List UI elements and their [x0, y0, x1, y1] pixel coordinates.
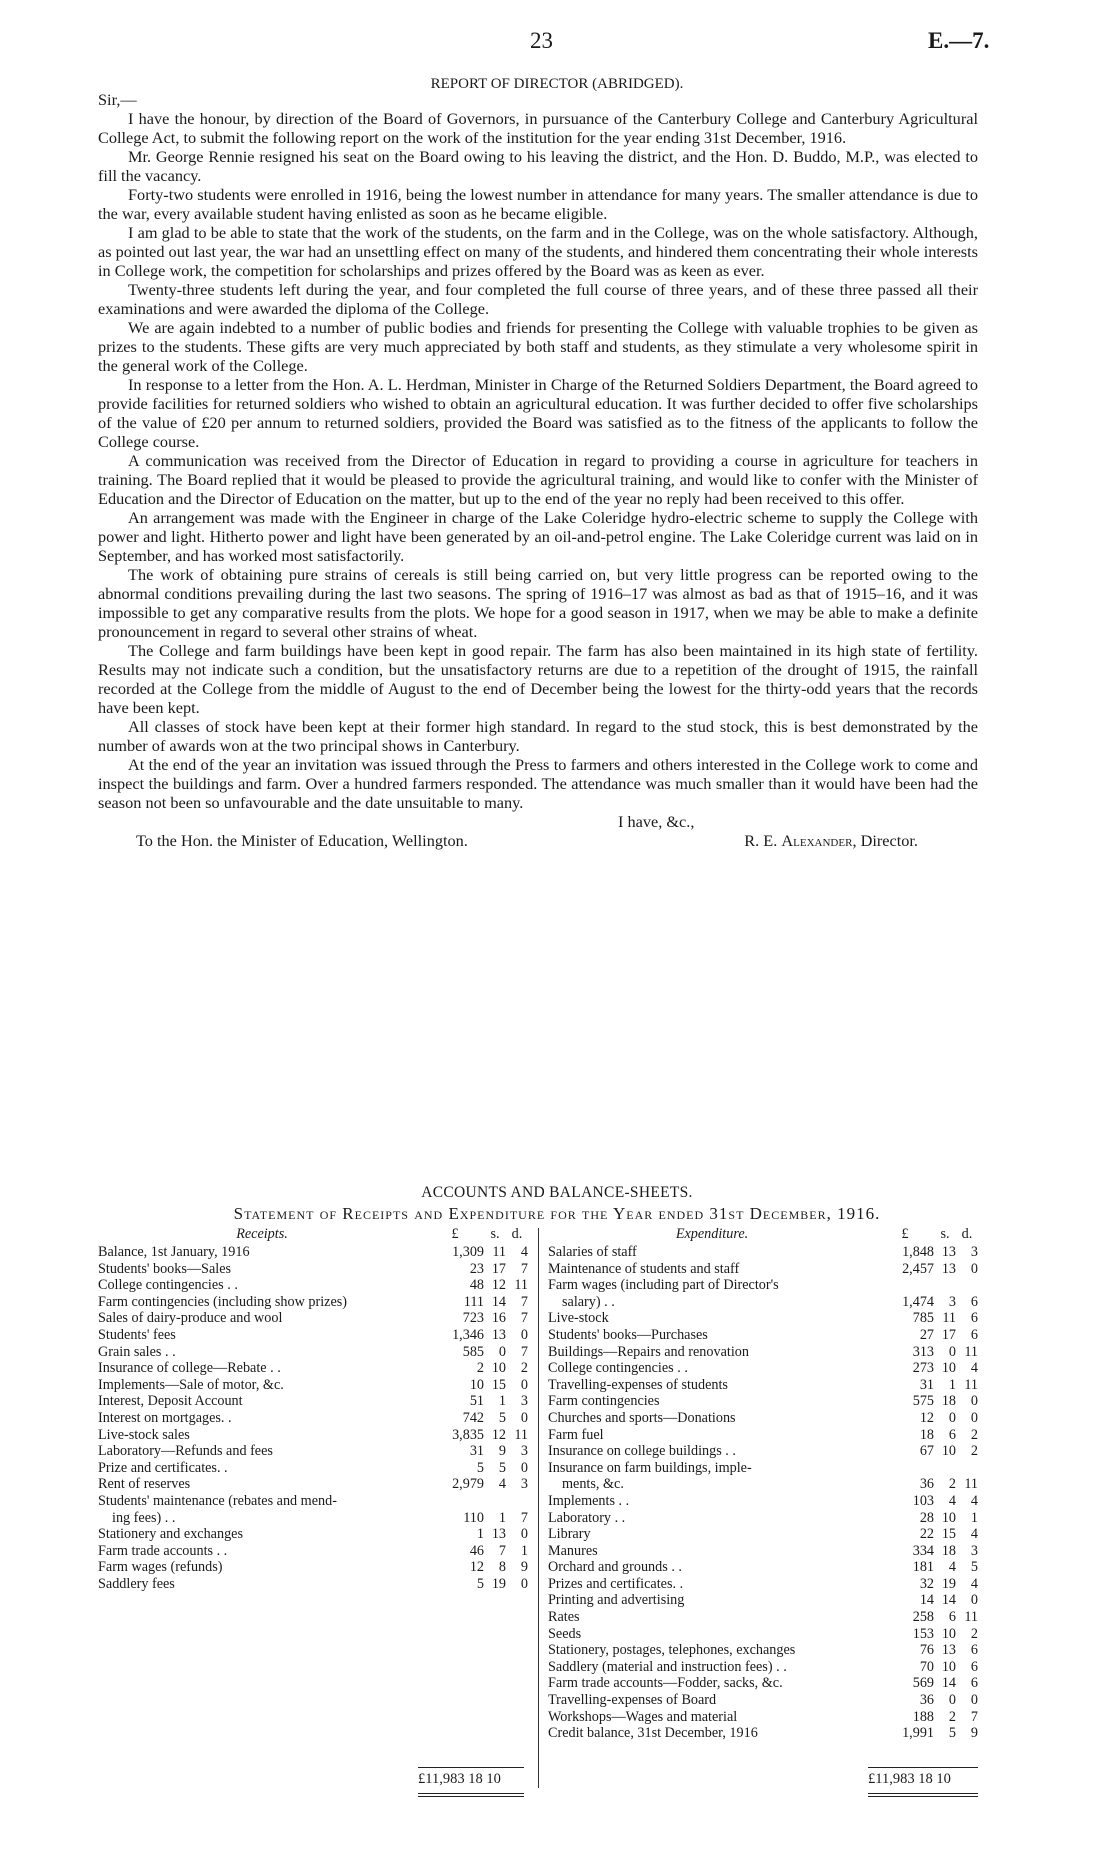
expenditure-pounds: 76 [919, 1642, 934, 1659]
expenditure-row [548, 1725, 978, 1742]
receipts-pounds: 3,835 [452, 1426, 484, 1443]
expenditure-pence: 6 [970, 1310, 978, 1327]
expenditure-pence: 2 [970, 1426, 978, 1443]
expenditure-item-label: Orchard and grounds . . [548, 1559, 682, 1576]
receipts-pence: 9 [520, 1559, 528, 1576]
receipts-shillings: 8 [498, 1559, 506, 1576]
receipts-row [98, 1244, 528, 1261]
expenditure-pounds: 27 [919, 1326, 934, 1343]
page-header [0, 28, 1114, 58]
receipts-pounds: 1,346 [452, 1326, 484, 1343]
expenditure-row [548, 1277, 978, 1294]
expenditure-row [548, 1476, 978, 1493]
expenditure-row [548, 1526, 978, 1543]
receipts-header [98, 1226, 528, 1244]
receipts-row [98, 1393, 528, 1410]
receipts-pounds: 2,979 [452, 1476, 484, 1493]
expenditure-pence: 9 [970, 1725, 978, 1742]
expenditure-pounds: 1,474 [902, 1293, 934, 1310]
expenditure-item-label: Credit balance, 31st December, 1916 [548, 1725, 758, 1742]
expenditure-pence: 4 [970, 1575, 978, 1592]
report-paragraph: We are again indebted to a number of public bodies and friends for presenting the College with valuable trophies to be given as prizes to the students. These gifts are very much appreciated by both staff and students, as they stimulate a very wholesome spirit in the general work of the College. [98, 318, 978, 375]
expenditure-pounds: 36 [919, 1692, 934, 1709]
receipts-heading: Receipts. [236, 1226, 288, 1242]
expenditure-pounds: 1,991 [902, 1725, 934, 1742]
expenditure-pounds: 569 [912, 1675, 934, 1692]
closing: I have, &c., [618, 812, 695, 831]
signatory [744, 831, 918, 850]
expenditure-pence: 4 [970, 1492, 978, 1509]
receipts-row [98, 1559, 528, 1576]
expenditure-row [548, 1360, 978, 1377]
expenditure-row [548, 1609, 978, 1626]
receipts-pence: 3 [520, 1443, 528, 1460]
receipts-pence: 3 [520, 1476, 528, 1493]
signature-line [98, 831, 978, 850]
column-divider [538, 1228, 539, 1788]
expenditure-shillings: 10 [941, 1658, 956, 1675]
expenditure-item-label: Implements . . [548, 1492, 630, 1509]
signatory-name: Alexander [781, 831, 853, 850]
receipts-pounds: 5 [476, 1575, 484, 1592]
expenditure-shillings: 0 [948, 1343, 956, 1360]
expenditure-shillings: 11 [942, 1310, 956, 1327]
expenditure-row [548, 1559, 978, 1576]
expenditure-shillings: 18 [941, 1393, 956, 1410]
receipts-pounds: 742 [462, 1409, 484, 1426]
expenditure-shillings: 10 [941, 1443, 956, 1460]
pounds-header: £ [451, 1226, 459, 1242]
expenditure-pence: 11 [964, 1343, 978, 1360]
expenditure-row [548, 1244, 978, 1261]
accounts-title: ACCOUNTS AND BALANCE-SHEETS. [421, 1184, 693, 1201]
receipts-pence: 7 [520, 1509, 528, 1526]
receipts-shillings: 4 [498, 1476, 506, 1493]
expenditure-item-label: Farm trade accounts—Fodder, sacks, &c. [548, 1675, 783, 1692]
receipts-pence: 0 [520, 1575, 528, 1592]
expenditure-item-label: Travelling-expenses of students [548, 1376, 728, 1393]
expenditure-total-rule-bottom-2 [868, 1796, 978, 1797]
expenditure-row [548, 1592, 978, 1609]
expenditure-pounds: 14 [919, 1592, 934, 1609]
expenditure-shillings: 10 [941, 1360, 956, 1377]
receipts-row [98, 1410, 528, 1427]
expenditure-item-label: Farm fuel [548, 1426, 604, 1443]
expenditure-item-label: Travelling-expenses of Board [548, 1692, 717, 1709]
receipts-item-label: College contingencies . . [98, 1277, 238, 1294]
expenditure-item-label: salary) . . [562, 1293, 615, 1310]
receipts-pounds: 48 [469, 1277, 484, 1294]
receipts-row [98, 1344, 528, 1361]
expenditure-pence: 2 [970, 1625, 978, 1642]
receipts-pence: 7 [520, 1260, 528, 1277]
expenditure-pence: 0 [970, 1409, 978, 1426]
receipts-pence: 7 [520, 1310, 528, 1327]
expenditure-rows [548, 1244, 978, 1742]
addressee: To the Hon. the Minister of Education, Wellington. [136, 831, 468, 850]
receipts-row [98, 1460, 528, 1477]
expenditure-item-label: Saddlery (material and instruction fees) . . [548, 1658, 787, 1675]
expenditure-pence: 6 [970, 1293, 978, 1310]
receipts-row [98, 1277, 528, 1294]
expenditure-column [548, 1226, 978, 1742]
receipts-pounds: 585 [462, 1343, 484, 1360]
receipts-shillings: 13 [491, 1526, 506, 1543]
expenditure-item-label: Salaries of staff [548, 1244, 637, 1260]
expenditure-row [548, 1543, 978, 1560]
receipts-row [98, 1294, 528, 1311]
receipts-total-rule-bottom-2 [418, 1796, 524, 1797]
expenditure-item-label: Laboratory . . [548, 1509, 626, 1526]
receipts-pence: 7 [520, 1343, 528, 1360]
page-number: 23 [530, 28, 553, 53]
expenditure-shillings: 6 [948, 1609, 956, 1626]
expenditure-pounds: 2,457 [902, 1260, 934, 1277]
expenditure-item-label: Farm wages (including part of Director's [548, 1277, 779, 1294]
expenditure-shillings: 13 [941, 1260, 956, 1277]
expenditure-pounds: 334 [912, 1542, 934, 1559]
receipts-row [98, 1543, 528, 1560]
receipts-item-label: Grain sales . . [98, 1343, 176, 1360]
expenditure-pence: 6 [970, 1658, 978, 1675]
receipts-pounds: 110 [463, 1509, 484, 1526]
receipts-shillings: 5 [498, 1459, 506, 1476]
expenditure-item-label: Prizes and certificates. . [548, 1575, 684, 1592]
report-paragraph: The College and farm buildings have been kept in good repair. The farm has also been maintained in its high state of fertility. Results may not indicate such a condition, but the unsatisfactory returns are due to a repetition of the drought of 1915, the rainfall recorded at the College from the middle of August to the end of December being the lowest for the thirty-odd years that the records have been kept. [98, 641, 978, 717]
expenditure-row [548, 1692, 978, 1709]
expenditure-item-label: Buildings—Repairs and renovation [548, 1343, 749, 1360]
expenditure-pence: 3 [970, 1244, 978, 1260]
receipts-item-label: ing fees) . . [112, 1509, 176, 1526]
receipts-shillings: 10 [491, 1360, 506, 1377]
expenditure-pounds: 18 [919, 1426, 934, 1443]
expenditure-pounds: 12 [919, 1409, 934, 1426]
expenditure-row [548, 1675, 978, 1692]
expenditure-item-label: Insurance on farm buildings, imple- [548, 1459, 752, 1476]
report-paragraph: Mr. George Rennie resigned his seat on the Board owing to his leaving the district, and the Hon. D. Buddo, M.P., was elected to fill the vacancy. [98, 147, 978, 185]
expenditure-row [548, 1410, 978, 1427]
pence-header: d. [961, 1226, 973, 1242]
expenditure-row [548, 1709, 978, 1726]
expenditure-pounds: 313 [912, 1343, 934, 1360]
expenditure-heading: Expenditure. [675, 1226, 749, 1242]
expenditure-item-label: Farm contingencies [548, 1393, 660, 1410]
receipts-row [98, 1493, 528, 1510]
expenditure-pence: 11 [964, 1376, 978, 1393]
receipts-item-label: Interest, Deposit Account [98, 1393, 243, 1410]
expenditure-item-label: Printing and advertising [548, 1592, 685, 1609]
receipts-shillings: 1 [498, 1509, 506, 1526]
expenditure-row [548, 1659, 978, 1676]
receipts-pence: 0 [520, 1409, 528, 1426]
expenditure-row [548, 1626, 978, 1643]
expenditure-item-label: Maintenance of students and staff [548, 1260, 740, 1277]
receipts-pence: 0 [520, 1459, 528, 1476]
expenditure-pounds: 28 [919, 1509, 934, 1526]
expenditure-pounds: 103 [912, 1492, 934, 1509]
expenditure-row [548, 1460, 978, 1477]
expenditure-pence: 0 [970, 1393, 978, 1410]
receipts-item-label: Balance, 1st January, 1916 [98, 1244, 250, 1260]
receipts-shillings: 14 [491, 1293, 506, 1310]
receipts-pence: 0 [520, 1526, 528, 1543]
expenditure-row [548, 1427, 978, 1444]
expenditure-pence: 5 [970, 1559, 978, 1576]
expenditure-pounds: 32 [919, 1575, 934, 1592]
receipts-row [98, 1261, 528, 1278]
pounds-header: £ [901, 1226, 909, 1242]
expenditure-item-label: Workshops—Wages and material [548, 1708, 738, 1725]
expenditure-pence: 6 [970, 1326, 978, 1343]
shillings-header: s. [940, 1226, 950, 1242]
expenditure-row [548, 1310, 978, 1327]
expenditure-shillings: 2 [948, 1708, 956, 1725]
receipts-pounds: 23 [469, 1260, 484, 1277]
receipts-pounds: 10 [469, 1376, 484, 1393]
expenditure-shillings: 13 [941, 1244, 956, 1260]
expenditure-row [548, 1443, 978, 1460]
expenditure-pounds: 258 [912, 1609, 934, 1626]
receipts-item-label: Insurance of college—Rebate . . [98, 1360, 281, 1377]
report-paragraph: All classes of stock have been kept at their former high standard. In regard to the stud stock, this is best demonstrated by the number of awards won at the two principal shows in Canterbury. [98, 717, 978, 755]
receipts-shillings: 1 [498, 1393, 506, 1410]
receipts-pounds: 5 [476, 1459, 484, 1476]
expenditure-shillings: 17 [941, 1326, 956, 1343]
expenditure-pence: 3 [970, 1542, 978, 1559]
receipts-pence: 2 [520, 1360, 528, 1377]
expenditure-item-label: Live-stock [548, 1310, 609, 1327]
expenditure-shillings: 5 [948, 1725, 956, 1742]
statement-title: Statement of Receipts and Expenditure for the Year ended 31st December, 1916. [233, 1204, 881, 1223]
report-paragraph: A communication was received from the Director of Education in regard to providing a course in agriculture for teachers in training. The Board replied that it would be pleased to provide the agricultural training, and would like to confer with the Minister of Education and the Director of Education on the matter, but up to the end of the year no reply had been received to this offer. [98, 451, 978, 508]
expenditure-pounds: 1,848 [902, 1244, 934, 1260]
report-paragraph: Twenty-three students left during the year, and four completed the full course of three years, and of these three passed all their examinations and were awarded the diploma of the College. [98, 280, 978, 318]
expenditure-total-rule-top [868, 1767, 978, 1768]
receipts-item-label: Farm wages (refunds) [98, 1559, 223, 1576]
receipts-item-label: Live-stock sales [98, 1426, 190, 1443]
receipts-pounds: 723 [462, 1310, 484, 1327]
receipts-pence: 0 [520, 1326, 528, 1343]
expenditure-row [548, 1576, 978, 1593]
receipts-pence: 7 [520, 1293, 528, 1310]
receipts-row [98, 1476, 528, 1493]
receipts-shillings: 9 [498, 1443, 506, 1460]
expenditure-item-label: Seeds [548, 1625, 582, 1642]
expenditure-pounds: 22 [919, 1526, 934, 1543]
report-paragraph: At the end of the year an invitation was issued through the Press to farmers and others interested in the College work to come and inspect the buildings and farm. Over a hundred farmers responded. The attendance was much smaller than it would have been had the season not been so unfavourable and the date unsuitable to many. [98, 755, 978, 812]
receipts-row [98, 1360, 528, 1377]
receipts-rows [98, 1244, 528, 1592]
expenditure-shillings: 10 [941, 1509, 956, 1526]
receipts-row [98, 1576, 528, 1593]
expenditure-item-label: Rates [548, 1609, 580, 1626]
expenditure-pounds: 67 [919, 1443, 934, 1460]
report-paragraph: Forty-two students were enrolled in 1916, being the lowest number in attendance for many years. The smaller attendance is due to the war, every available student having enlisted as soon as he became eligible. [98, 185, 978, 223]
expenditure-shillings: 15 [941, 1526, 956, 1543]
expenditure-pence: 11 [964, 1476, 978, 1493]
expenditure-shillings: 3 [948, 1293, 956, 1310]
report-paragraphs [98, 109, 978, 812]
receipts-shillings: 12 [491, 1277, 506, 1294]
report-paragraph: In response to a letter from the Hon. A. L. Herdman, Minister in Charge of the Returned Soldiers Department, the Board agreed to provide facilities for returned soldiers who wished to obtain an agricultural education. It was further decided to offer five scholarships of the value of £20 per annum to returned soldiers, provided the Board was satisfied as to the fitness of the applicants to follow the College course. [98, 375, 978, 451]
receipts-row [98, 1510, 528, 1527]
receipts-pence: 3 [520, 1393, 528, 1410]
expenditure-shillings: 14 [941, 1675, 956, 1692]
receipts-row [98, 1310, 528, 1327]
receipts-pounds: 2 [476, 1360, 484, 1377]
signatory-initials: R. E. [744, 831, 778, 850]
expenditure-shillings: 10 [941, 1625, 956, 1642]
expenditure-pence: 2 [970, 1443, 978, 1460]
receipts-shillings: 11 [492, 1244, 506, 1260]
expenditure-shillings: 4 [948, 1492, 956, 1509]
expenditure-row [548, 1642, 978, 1659]
receipts-column [98, 1226, 528, 1592]
expenditure-shillings: 19 [941, 1575, 956, 1592]
expenditure-pence: 4 [970, 1526, 978, 1543]
expenditure-header [548, 1226, 978, 1244]
receipts-item-label: Implements—Sale of motor, &c. [98, 1376, 284, 1393]
receipts-item-label: Laboratory—Refunds and fees [98, 1443, 273, 1460]
receipts-item-label: Rent of reserves [98, 1476, 191, 1493]
receipts-item-label: Prize and certificates. . [98, 1459, 228, 1476]
receipts-pounds: 1 [476, 1526, 484, 1543]
expenditure-pence: 6 [970, 1642, 978, 1659]
report-body [98, 90, 978, 850]
receipts-row [98, 1526, 528, 1543]
expenditure-pence: 0 [970, 1260, 978, 1277]
expenditure-row [548, 1294, 978, 1311]
receipts-pence: 11 [514, 1426, 528, 1443]
receipts-item-label: Interest on mortgages. . [98, 1409, 232, 1426]
receipts-shillings: 5 [498, 1409, 506, 1426]
expenditure-pounds: 188 [912, 1708, 934, 1725]
expenditure-shillings: 4 [948, 1559, 956, 1576]
expenditure-pounds: 785 [912, 1310, 934, 1327]
expenditure-row [548, 1510, 978, 1527]
receipts-pence: 0 [520, 1376, 528, 1393]
receipts-pence: 4 [520, 1244, 528, 1260]
receipts-pounds: 31 [469, 1443, 484, 1460]
receipts-shillings: 16 [491, 1310, 506, 1327]
receipts-item-label: Farm trade accounts . . [98, 1542, 228, 1559]
report-title: REPORT OF DIRECTOR (ABRIDGED). [430, 76, 684, 92]
receipts-total: £11,983 18 10 [418, 1771, 501, 1787]
expenditure-shillings: 13 [941, 1642, 956, 1659]
receipts-total-rule-bottom [418, 1793, 524, 1794]
receipts-row [98, 1377, 528, 1394]
expenditure-item-label: Library [548, 1526, 591, 1543]
expenditure-pounds: 273 [912, 1360, 934, 1377]
receipts-item-label: Students' books—Sales [98, 1260, 232, 1277]
expenditure-row [548, 1344, 978, 1361]
receipts-item-label: Students' fees [98, 1326, 176, 1343]
salutation: Sir,— [98, 90, 137, 109]
expenditure-item-label: Insurance on college buildings . . [548, 1443, 736, 1460]
receipts-row [98, 1327, 528, 1344]
signatory-title: , Director. [852, 831, 918, 850]
receipts-item-label: Sales of dairy-produce and wool [98, 1310, 283, 1327]
receipts-item-label: Farm contingencies (including show prizes) [98, 1293, 348, 1310]
expenditure-pounds: 181 [912, 1559, 934, 1576]
expenditure-pence: 0 [970, 1692, 978, 1709]
report-paragraph: I have the honour, by direction of the Board of Governors, in pursuance of the Canterbury College and Canterbury Agricultural College Act, to submit the following report on the work of the institution for the year ending 31st December, 1916. [98, 109, 978, 147]
expenditure-total: £11,983 18 10 [868, 1771, 951, 1787]
receipts-shillings: 7 [498, 1542, 506, 1559]
receipts-item-label: Students' maintenance (rebates and mend- [98, 1492, 337, 1509]
receipts-pounds: 1,309 [452, 1244, 484, 1260]
shillings-header: s. [490, 1226, 500, 1242]
report-paragraph: I am glad to be able to state that the work of the students, on the farm and in the College, was on the whole satisfactory. Although, as pointed out last year, the war had an unsettling effect on many of the students, and hindered them concentrating their whole interests in College work, the competition for scholarships and prizes offered by the Board was as keen as ever. [98, 223, 978, 280]
receipts-shillings: 15 [491, 1376, 506, 1393]
receipts-pence: 1 [520, 1542, 528, 1559]
receipts-item-label: Stationery and exchanges [98, 1526, 243, 1543]
expenditure-pounds: 575 [912, 1393, 934, 1410]
expenditure-item-label: ments, &c. [562, 1476, 624, 1493]
receipts-pounds: 111 [463, 1293, 484, 1310]
expenditure-item-label: Stationery, postages, telephones, exchanges [548, 1642, 796, 1659]
expenditure-shillings: 6 [948, 1426, 956, 1443]
expenditure-item-label: Churches and sports—Donations [548, 1409, 736, 1426]
receipts-shillings: 0 [498, 1343, 506, 1360]
expenditure-item-label: College contingencies . . [548, 1360, 688, 1377]
expenditure-item-label: Manures [548, 1542, 598, 1559]
receipts-shillings: 13 [491, 1326, 506, 1343]
receipts-shillings: 12 [491, 1426, 506, 1443]
report-paragraph: An arrangement was made with the Engineer in charge of the Lake Coleridge hydro-electric scheme to supply the College with power and light. Hitherto power and light have been generated by an oil-and-petrol engine. The Lake Coleridge current was laid on in September, and has worked most satisfactorily. [98, 508, 978, 565]
pence-header: d. [511, 1226, 523, 1242]
expenditure-shillings: 2 [948, 1476, 956, 1493]
expenditure-pence: 1 [970, 1509, 978, 1526]
expenditure-pence: 4 [970, 1360, 978, 1377]
expenditure-total-rule-bottom [868, 1793, 978, 1794]
receipts-row [98, 1427, 528, 1444]
expenditure-row [548, 1377, 978, 1394]
receipts-pounds: 51 [469, 1393, 484, 1410]
expenditure-pence: 6 [970, 1675, 978, 1692]
expenditure-pence: 7 [970, 1708, 978, 1725]
expenditure-shillings: 14 [941, 1592, 956, 1609]
receipts-pence: 11 [514, 1277, 528, 1294]
expenditure-row [548, 1393, 978, 1410]
expenditure-pence: 0 [970, 1592, 978, 1609]
expenditure-pounds: 36 [919, 1476, 934, 1493]
receipts-item-label: Saddlery fees [98, 1575, 175, 1592]
expenditure-row [548, 1261, 978, 1278]
receipts-shillings: 17 [491, 1260, 506, 1277]
document-reference: E.—7. [928, 28, 990, 53]
expenditure-pounds: 70 [919, 1658, 934, 1675]
expenditure-shillings: 18 [941, 1542, 956, 1559]
receipts-shillings: 19 [491, 1575, 506, 1592]
expenditure-row [548, 1493, 978, 1510]
receipts-row [98, 1443, 528, 1460]
expenditure-pence: 11 [964, 1609, 978, 1626]
expenditure-shillings: 0 [948, 1692, 956, 1709]
receipts-pounds: 12 [469, 1559, 484, 1576]
expenditure-row [548, 1327, 978, 1344]
receipts-pounds: 46 [469, 1542, 484, 1559]
expenditure-shillings: 0 [948, 1409, 956, 1426]
expenditure-pounds: 153 [912, 1625, 934, 1642]
report-paragraph: The work of obtaining pure strains of cereals is still being carried on, but very little progress can be reported owing to the abnormal conditions prevailing during the last two seasons. The spring of 1916–17 was almost as bad as that of 1915–16, and it was impossible to get any comparative results from the plots. We hope for a good season in 1917, when we may be able to make a definite pronouncement in regard to several other strains of wheat. [98, 565, 978, 641]
expenditure-item-label: Students' books—Purchases [548, 1326, 708, 1343]
expenditure-pounds: 31 [919, 1376, 934, 1393]
expenditure-shillings: 1 [948, 1376, 956, 1393]
receipts-total-rule-top [418, 1767, 524, 1768]
